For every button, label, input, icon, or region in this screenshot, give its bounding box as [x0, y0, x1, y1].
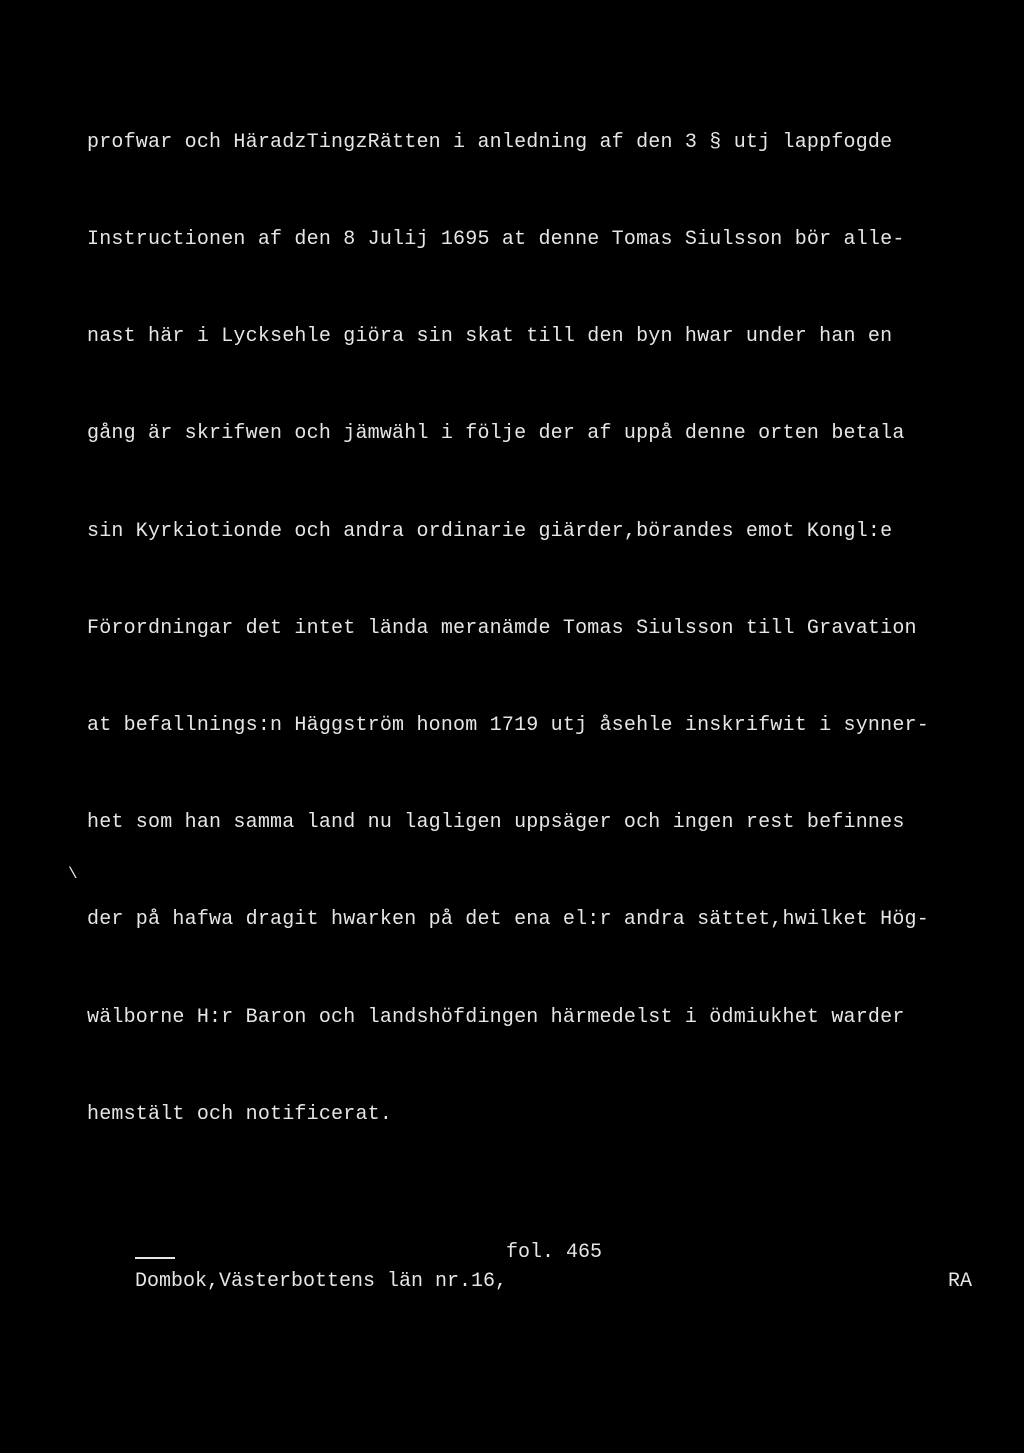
- text-line: hemstält och notificerat.: [87, 1102, 393, 1126]
- text-line: nast här i Lycksehle giöra sin skat till den byn hwar under han en: [87, 325, 893, 349]
- footer-rule: [135, 1257, 175, 1259]
- text-line: at befallnings:n Häggström honom 1719 utj åsehle inskrifwit i synner-: [87, 714, 929, 738]
- text-line: het som han samma land nu lagligen uppsäger och ingen rest befinnes: [87, 811, 905, 835]
- source-citation: Dombok,Västerbottens län nr.16,: [135, 1270, 508, 1293]
- text-line: profwar och HäradzTingzRätten i anledning af den 3 § utj lappfogde: [87, 130, 893, 154]
- text-line: wälborne H:r Baron och landshöfdingen härmedelst i ödmiukhet warder: [87, 1005, 905, 1029]
- stray-mark: \: [68, 865, 78, 883]
- archive-abbreviation: RA: [948, 1270, 973, 1293]
- text-line: gång är skrifwen och jämwähl i följe der af uppå denne orten betala: [87, 422, 905, 446]
- document-body-text: [87, 62, 967, 1196]
- folio-number: fol. 465: [506, 1241, 603, 1264]
- text-line: Instructionen af den 8 Julij 1695 at denne Tomas Siulsson bör alle-: [87, 228, 905, 252]
- text-line: Förordningar det intet lända meranämde Tomas Siulsson till Gravation: [87, 616, 917, 640]
- text-line: der på hafwa dragit hwarken på det ena el:r andra sättet,hwilket Hög-: [87, 908, 929, 932]
- text-line: sin Kyrkiotionde och andra ordinarie giärder,börandes emot Kongl:e: [87, 519, 893, 543]
